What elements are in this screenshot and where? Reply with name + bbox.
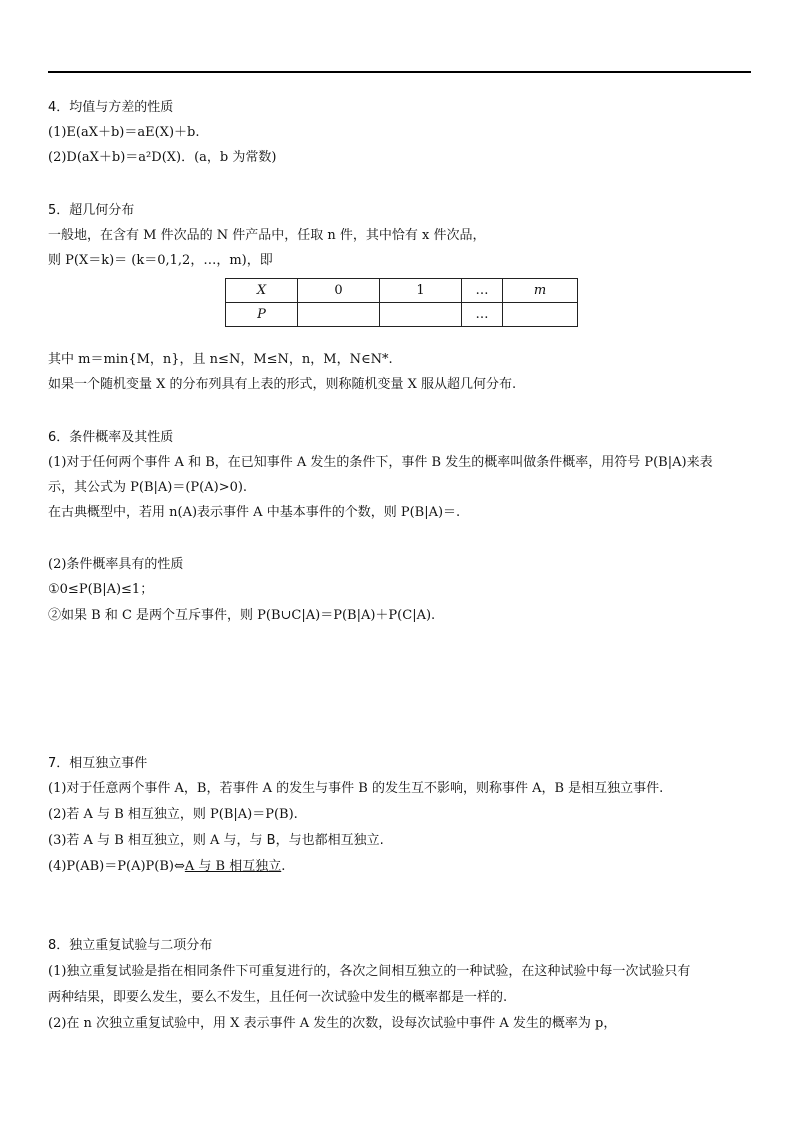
- section-7-heading: 7．相互独立事件: [48, 756, 148, 771]
- section-6-heading: 6．条件概率及其性质: [48, 430, 174, 445]
- s5-line-4: 如果一个随机变量 X 的分布列具有上表的形式，则称随机变量 X 服从超几何分布.: [48, 377, 517, 392]
- s4-line-1: (1)E(aX＋b)＝aE(X)＋b.: [48, 125, 200, 140]
- s7-line-4-a: (4)P(AB)＝P(A)P(B)⇔: [48, 859, 185, 874]
- table-row: [226, 279, 578, 303]
- s8-line-2: 两种结果，即要么发生，要么不发生，且任何一次试验中发生的概率都是一样的.: [48, 990, 508, 1005]
- table-cell: [298, 303, 380, 327]
- s7-line-4-underlined: A 与 B 相互独立: [184, 859, 282, 874]
- s6-line-6: ②如果 B 和 C 是两个互斥事件，则 P(B∪C|A)＝P(B|A)＋P(C|A).: [48, 608, 436, 623]
- table-cell: m: [503, 279, 578, 303]
- s8-line-1: (1)独立重复试验是指在相同条件下可重复进行的，各次之间相互独立的一种试验，在这种试验中每一次试验只有: [48, 964, 691, 979]
- s7-line-4-c: .: [281, 859, 286, 874]
- distribution-table: [225, 278, 578, 327]
- s7-line-3-a: (3)若 A 与 B 相互独立，则 A 与，: [48, 833, 250, 848]
- s6-line-1: (1)对于任何两个事件 A 和 B，在已知事件 A 发生的条件下，事件 B 发生的概率叫做条件概率，用符号 P(B|A)来表: [48, 455, 713, 470]
- s6-line-5: ①0≤P(B|A)≤1；: [48, 582, 154, 597]
- s5-line-1: 一般地，在含有 M 件次品的 N 件产品中，任取 n 件，其中恰有 x 件次品，: [48, 228, 486, 243]
- s5-line-2: 则 P(X＝k)＝ (k＝0,1,2，…，m)，即: [48, 253, 273, 268]
- table-cell: X: [226, 279, 298, 303]
- s4-line-2: (2)D(aX＋b)＝a²D(X)．(a，b 为常数): [48, 150, 277, 165]
- table-cell: [503, 303, 578, 327]
- s7-line-1: (1)对于任意两个事件 A，B，若事件 A 的发生与事件 B 的发生互不影响，则称事件 A，B 是相互独立事件.: [48, 781, 664, 796]
- table-row: [226, 303, 578, 327]
- s7-line-3: [48, 833, 384, 849]
- table-cell: …: [462, 303, 503, 327]
- table-cell: 1: [380, 279, 462, 303]
- s8-line-3: (2)在 n 次独立重复试验中，用 X 表示事件 A 发生的次数，设每次试验中事件 A 发生的概率为 p，: [48, 1016, 617, 1031]
- s5-line-3: 其中 m＝min{M，n}，且 n≤N，M≤N，n，M，N∈N*.: [48, 352, 393, 367]
- header-rule: [48, 71, 751, 73]
- table-cell: …: [462, 279, 503, 303]
- s6-line-4: (2)条件概率具有的性质: [48, 557, 184, 572]
- section-4-heading: 4．均值与方差的性质: [48, 100, 174, 115]
- section-8-heading: 8．独立重复试验与二项分布: [48, 938, 213, 953]
- table-cell: 0: [298, 279, 380, 303]
- s6-line-3: 在古典概型中，若用 n(A)表示事件 A 中基本事件的个数，则 P(B|A)＝.: [48, 505, 461, 520]
- s7-line-3-b: 与 B，与也都相互独立.: [249, 833, 384, 848]
- table-cell: P: [226, 303, 298, 327]
- s6-line-2: 示，其公式为 P(B|A)＝(P(A)>0).: [48, 480, 248, 495]
- s7-line-4: [48, 859, 285, 875]
- table-cell: [380, 303, 462, 327]
- s7-line-2: (2)若 A 与 B 相互独立，则 P(B|A)＝P(B).: [48, 807, 298, 822]
- section-5-heading: 5．超几何分布: [48, 203, 135, 218]
